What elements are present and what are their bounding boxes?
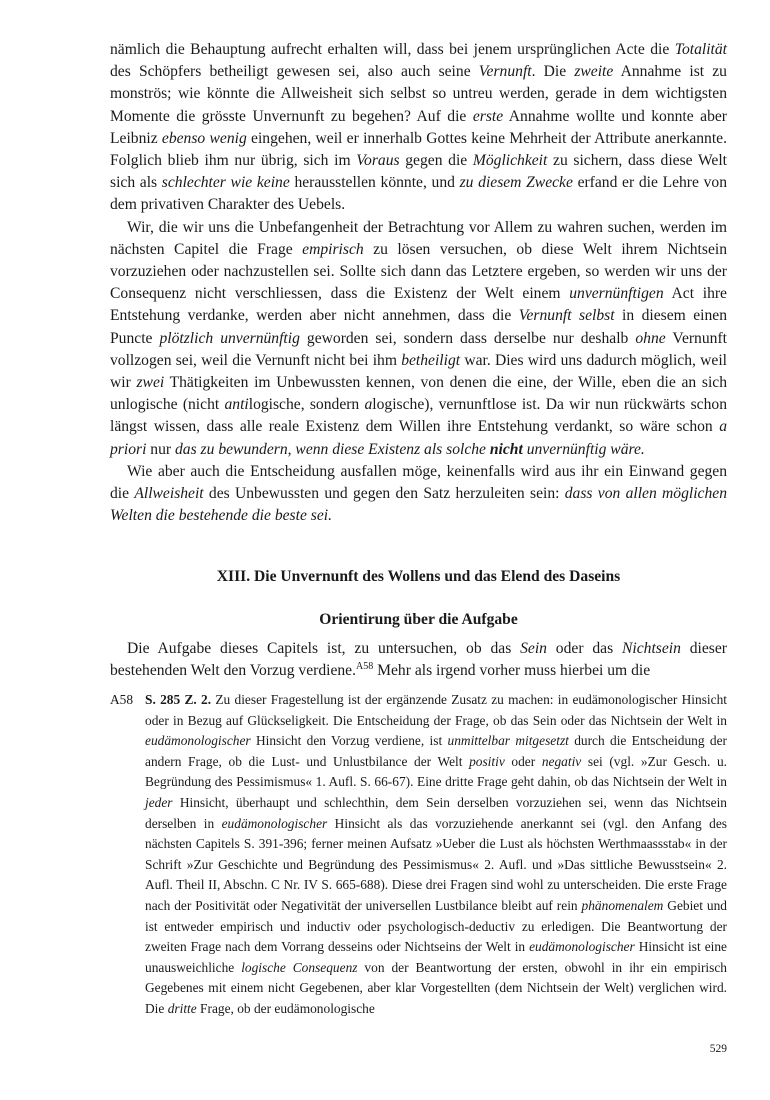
emphasis-text: nicht — [489, 440, 523, 458]
emphasis-text: schlechter wie keine — [161, 174, 290, 192]
text-run: Hinsicht den Vorzug verdiene, ist — [250, 733, 448, 749]
emphasis-text: empirisch — [302, 240, 364, 258]
emphasis-text: plötzlich unvernünftig — [159, 329, 300, 347]
text-run: Gebiet und ist entweder empirisch und inductiv oder psychologisch-deductiv zu erledigen. Die Beantwortung der zweiten Frage nach dem Vorrang desseins oder Nichtseins der Welt in — [145, 897, 727, 955]
text-run: war. Dies wird uns dadurch möglich, weil wir — [110, 351, 727, 392]
emphasis-text: logische Consequenz — [241, 959, 358, 975]
text-run: Wir, die wir uns die Unbefangenheit der Betrachtung vor Allem zu wahren suchen, werden im nächsten Capitel die Frage — [110, 218, 727, 258]
text-run: Zu dieser Fragestellung ist der ergänzende Zusatz zu machen: in eudämonologischer Hinsicht oder in Bezug auf Glückseligkeit. Die Entscheidung der Frage, ob das Sein oder das Nichtsein der Welt in — [145, 692, 728, 728]
footnote — [110, 690, 727, 1020]
text-run: des Unbewussten und gegen den Satz herzuleiten sein: — [203, 485, 565, 503]
emphasis-text: das zu bewundern, wenn diese Existenz als solche — [175, 440, 490, 458]
emphasis-text: Voraus — [356, 152, 400, 170]
emphasis-text: unvernünftigen — [569, 285, 664, 303]
text-run: gegen die — [399, 152, 473, 170]
text-run: Act ihre Entstehung verdanke, werden aber nicht annehmen, dass die — [110, 285, 727, 325]
text-run: Hinsicht, überhaupt und schlechthin, dem Sein derselben vorzuziehen sei, wenn das Nichtsein derselben in — [145, 794, 727, 831]
paragraph — [110, 461, 727, 528]
emphasis-text: jeder — [145, 794, 173, 810]
footnote-id: A58 — [110, 692, 134, 707]
text-run: sei (vgl. »Zur Gesch. u. Begründung des Pessimismus« 1. Aufl. S. 66-67). Eine dritte Frage geht dahin, ob das Nichtsein der Welt in — [145, 753, 727, 790]
text-run: dieser bestehenden Welt den Vorzug verdiene. — [110, 640, 727, 680]
text-run: Frage, ob der eudämonologische — [196, 1000, 375, 1016]
section-title: Orientirung über die Aufgabe — [319, 611, 518, 628]
text-run: erfand er die Lehre von dem privativen Charakter des Uebels. — [110, 174, 727, 214]
emphasis-text: Möglichkeit — [472, 152, 548, 170]
text-run: Annahme ist zu monströs; wie könnte die Allweisheit sich selbst so untreu werden, gerade in dem wichtigsten Momente die grösste Unvernunft zu begehen? Auf die — [110, 63, 727, 125]
text-run: durch die Entscheidung der andern Frage, ob die Lust- und Unlustbilance der Welt — [145, 733, 727, 769]
text-run: eingehen, weil er innerhalb Gottes keine Mehrheit der Attribute anerkannte. Folglich blieb ihm nur übrig, sich im — [110, 129, 727, 170]
footnote-ref: A58 — [356, 661, 374, 673]
emphasis-text: unmittelbar mitgesetzt — [447, 733, 569, 749]
chapter-body — [110, 638, 727, 682]
emphasis-text: a — [364, 396, 373, 414]
text-run: Mehr als irgend vorher muss hierbei um die — [373, 662, 651, 680]
text-run: nur — [146, 440, 175, 458]
emphasis-text: zu diesem Zwecke — [459, 174, 573, 192]
text-run: oder das — [546, 640, 622, 657]
emphasis-text: ohne — [635, 329, 666, 347]
page-number: 529 — [709, 1043, 727, 1055]
text-run: herausstellen könnte, und — [289, 174, 460, 192]
emphasis-text: eudämonologischer — [529, 939, 635, 955]
emphasis-text: dritte — [167, 1000, 197, 1016]
emphasis-text: unvernünftig wäre. — [522, 440, 645, 458]
text-run: von der Beantwortung der ersten, obwohl in ihr ein empirisch Gegebenes mit einem nicht Gegebenen, aber klar Vorgestellten (dem Nichtsein der Welt) verglichen wird. Die — [145, 959, 727, 1016]
emphasis-text: zwei — [136, 374, 165, 392]
bold-text: S. 285 Z. 2. — [145, 692, 212, 707]
text-run: zu lösen versuchen, ob diese Welt ihrem Nichtsein vorzuziehen oder nachzustellen sei. Sollte sich dann das Letztere ergeben, so werden wir uns der Consequenz nicht verschliessen, dass die Existenz der Welt einem — [110, 240, 727, 303]
text-run: Hinsicht als das vorzuziehende anerkannt sei (vgl. den Anfang des nächsten Capitels S. 391-396; ferner meinen Aufsatz »Ueber die Lust als höchsten Werthmaassstab« in der Schrift »Zur Geschichte und Begründung des Pessimismus« 2. Aufl. und »Das sittliche Bewusstsein« 2. Aufl. Theil II, Abschn. C Nr. IV S. 665-688). Diese drei Fragen sind wohl zu unterscheiden. Die erste Frage nach der Positivität oder Negativität der universellen Lustbilance bleibt auf rein — [145, 815, 727, 913]
paragraph — [110, 217, 727, 461]
emphasis-text: erste — [472, 107, 504, 125]
emphasis-text: positiv — [469, 753, 505, 769]
emphasis-text: Nichtsein — [622, 640, 681, 657]
text-run: in diesem einen Puncte — [110, 307, 727, 347]
emphasis-text: ebenso wenig — [161, 129, 247, 147]
text-run: zu sichern, dass diese Welt sich als — [110, 152, 727, 192]
emphasis-text: Totalität — [674, 41, 727, 58]
text-run: Die Aufgabe dieses Capitels ist, zu untersuchen, ob das — [127, 640, 521, 657]
text-run: oder — [504, 753, 542, 769]
emphasis-text: anti — [224, 396, 249, 414]
emphasis-text: Sein — [520, 640, 547, 657]
emphasis-text: eudämonologischer — [145, 733, 251, 749]
emphasis-text: a priori — [110, 418, 727, 458]
text-run: Wie aber auch die Entscheidung ausfallen möge, keinenfalls wird aus ihr ein Einwand gegen die — [110, 462, 727, 503]
emphasis-text: Allweisheit — [134, 485, 204, 503]
emphasis-text: betheiligt — [401, 351, 461, 369]
emphasis-text: Vernunft selbst — [518, 307, 615, 325]
emphasis-text: dass von allen möglichen Welten die bestehende die beste sei. — [110, 485, 727, 525]
emphasis-text: eudämonologischer — [221, 815, 328, 831]
emphasis-text: negativ — [541, 753, 582, 769]
chapter-title: XIII. Die Unvernunft des Wollens und das Elend des Daseins — [216, 568, 621, 585]
footnote-text — [145, 690, 727, 1020]
main-text-block — [110, 39, 727, 527]
paragraph — [110, 638, 727, 682]
text-run: geworden sei, sondern dass derselbe nur deshalb — [299, 329, 636, 347]
paragraph — [110, 39, 727, 217]
text-run: Thätigkeiten im Unbewussten kennen, von denen die eine, der Wille, eben die an sich unlogische (nicht — [110, 374, 727, 414]
text-run: Annahme wollte und konnte aber Leibniz — [110, 107, 727, 147]
text-run: logische, sondern — [248, 396, 365, 414]
text-run: . Die — [531, 63, 575, 81]
text-run: Vernunft vollzogen sei, weil die Vernunft nicht bei ihm — [110, 329, 727, 369]
emphasis-text: phänomenalem — [581, 897, 664, 913]
text-run: logische), vernunftlose ist. Da wir nun rückwärts schon längst wissen, dass alle reale Existenz dem Willen ihre Entstehung verdankt, so wäre schon — [110, 396, 727, 436]
text-run: nämlich die Behauptung aufrecht erhalten will, dass bei jenem ursprünglichen Acte die — [110, 41, 675, 58]
emphasis-text: Vernunft — [478, 63, 532, 81]
emphasis-text: zweite — [574, 63, 614, 81]
text-run: des Schöpfers betheiligt gewesen sei, also auch seine — [110, 63, 479, 81]
text-run: Hinsicht ist eine unausweichliche — [145, 939, 727, 975]
